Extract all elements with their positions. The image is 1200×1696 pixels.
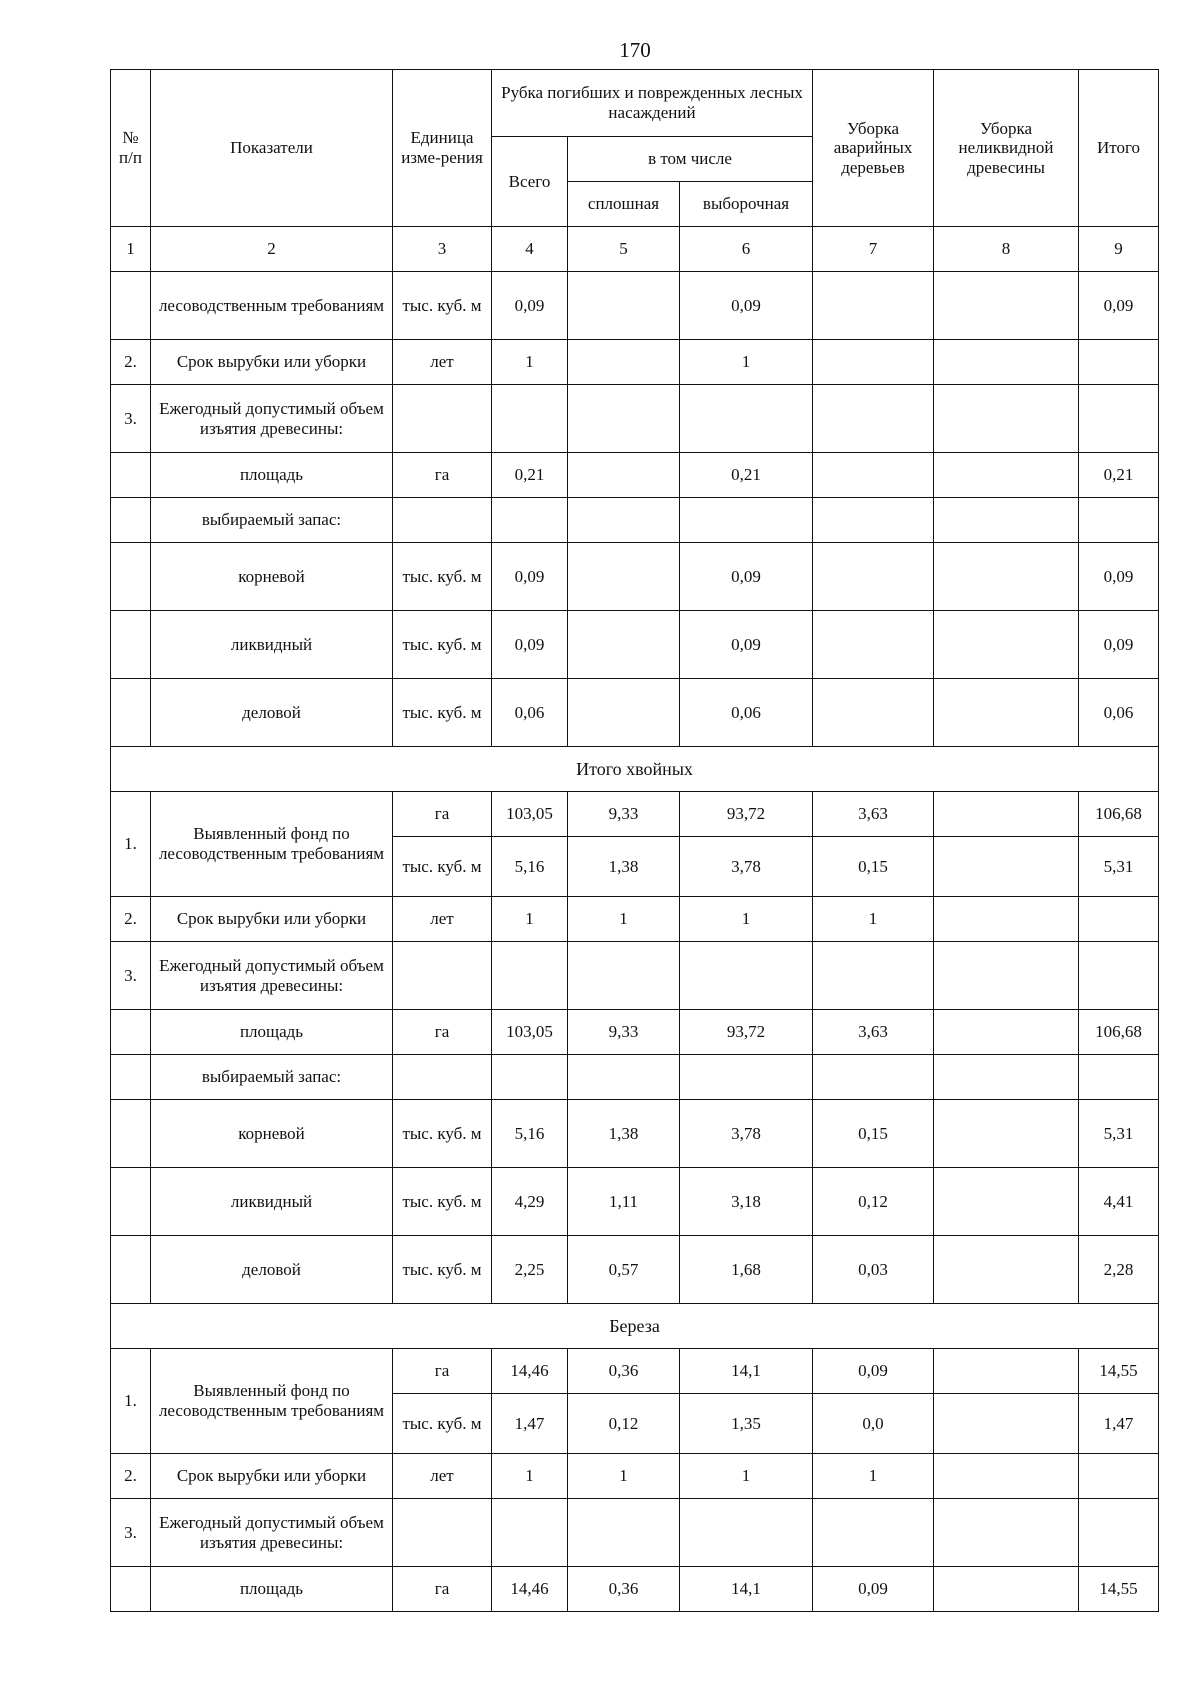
row-unit: га: [393, 792, 492, 837]
row-value: 2,28: [1079, 1236, 1159, 1304]
row-value: 1: [568, 1454, 680, 1499]
row-value: 103,05: [492, 1010, 568, 1055]
row-value: [1079, 1055, 1159, 1100]
table-row: [111, 1236, 1159, 1304]
row-value: 0,09: [1079, 611, 1159, 679]
row-number: [111, 543, 151, 611]
row-value: 0,12: [568, 1394, 680, 1454]
row-value: [934, 385, 1079, 453]
row-value: 93,72: [680, 1010, 813, 1055]
row-value: [1079, 1499, 1159, 1567]
table-row: [111, 1567, 1159, 1612]
row-value: 103,05: [492, 792, 568, 837]
row-unit: [393, 385, 492, 453]
row-value: [813, 679, 934, 747]
row-value: [492, 498, 568, 543]
column-number: 1: [111, 227, 151, 272]
row-value: 0,15: [813, 837, 934, 897]
row-value: [568, 543, 680, 611]
row-value: 1,47: [1079, 1394, 1159, 1454]
row-indicator: Выявленный фонд по лесоводственным требованиям: [151, 792, 393, 897]
row-value: [568, 340, 680, 385]
row-value: 0,09: [492, 543, 568, 611]
row-value: 0,09: [492, 611, 568, 679]
column-number: 3: [393, 227, 492, 272]
row-value: [492, 942, 568, 1010]
row-indicator: Ежегодный допустимый объем изъятия древесины:: [151, 942, 393, 1010]
row-unit: тыс. куб. м: [393, 837, 492, 897]
row-value: 4,41: [1079, 1168, 1159, 1236]
row-value: [680, 385, 813, 453]
row-value: [1079, 897, 1159, 942]
table-row: [111, 1454, 1159, 1499]
row-value: 5,16: [492, 837, 568, 897]
header-unit: Единица изме-рения: [393, 70, 492, 227]
page-number: 170: [619, 38, 651, 62]
row-indicator: выбираемый запас:: [151, 1055, 393, 1100]
row-number: 2.: [111, 897, 151, 942]
row-unit: тыс. куб. м: [393, 679, 492, 747]
row-value: 106,68: [1079, 1010, 1159, 1055]
row-value: 1,11: [568, 1168, 680, 1236]
row-unit: тыс. куб. м: [393, 611, 492, 679]
table-row: [111, 679, 1159, 747]
section-title: Береза: [111, 1304, 1159, 1349]
row-indicator: Срок вырубки или уборки: [151, 897, 393, 942]
row-value: 0,21: [492, 453, 568, 498]
row-number: [111, 1010, 151, 1055]
row-indicator: Ежегодный допустимый объем изъятия древесины:: [151, 1499, 393, 1567]
row-value: [934, 1055, 1079, 1100]
column-number: 6: [680, 227, 813, 272]
table-row: [111, 792, 1159, 837]
column-number: 9: [1079, 227, 1159, 272]
row-value: [1079, 340, 1159, 385]
header-total-cut: Всего: [492, 137, 568, 227]
header-emergency-trees: Уборка аварийных деревьев: [813, 70, 934, 227]
header-group-cutting: Рубка погибших и поврежденных лесных насаждений: [492, 70, 813, 137]
row-number: [111, 611, 151, 679]
row-value: [934, 498, 1079, 543]
table-row: [111, 385, 1159, 453]
column-number: 7: [813, 227, 934, 272]
header-group-including: в том числе: [568, 137, 813, 182]
row-value: [934, 340, 1079, 385]
row-value: 14,1: [680, 1567, 813, 1612]
row-value: [492, 1055, 568, 1100]
row-value: 0,36: [568, 1567, 680, 1612]
column-number: 2: [151, 227, 393, 272]
row-value: [934, 1394, 1079, 1454]
row-value: 3,78: [680, 837, 813, 897]
row-value: 0,36: [568, 1349, 680, 1394]
row-value: 0,09: [1079, 272, 1159, 340]
row-value: [1079, 1454, 1159, 1499]
section-row: [111, 747, 1159, 792]
row-value: [1079, 942, 1159, 1010]
row-number: [111, 1055, 151, 1100]
row-value: [934, 679, 1079, 747]
column-number: 4: [492, 227, 568, 272]
row-value: 3,63: [813, 1010, 934, 1055]
table-row: [111, 1100, 1159, 1168]
row-value: [813, 498, 934, 543]
row-number: [111, 1236, 151, 1304]
row-value: [568, 1055, 680, 1100]
row-value: [934, 1567, 1079, 1612]
row-value: 5,31: [1079, 1100, 1159, 1168]
header-clear-cut: сплошная: [568, 182, 680, 227]
header-indicators: Показатели: [151, 70, 393, 227]
row-value: 3,18: [680, 1168, 813, 1236]
table-row: [111, 498, 1159, 543]
row-unit: тыс. куб. м: [393, 272, 492, 340]
row-value: [934, 1168, 1079, 1236]
row-indicator: лесоводственным требованиям: [151, 272, 393, 340]
row-value: 4,29: [492, 1168, 568, 1236]
row-value: 3,78: [680, 1100, 813, 1168]
row-unit: га: [393, 1567, 492, 1612]
row-number: [111, 272, 151, 340]
row-value: 5,16: [492, 1100, 568, 1168]
row-value: [813, 1499, 934, 1567]
row-unit: тыс. куб. м: [393, 1236, 492, 1304]
row-unit: га: [393, 1010, 492, 1055]
row-value: [813, 340, 934, 385]
row-value: 0,03: [813, 1236, 934, 1304]
row-value: 9,33: [568, 792, 680, 837]
row-indicator: Срок вырубки или уборки: [151, 340, 393, 385]
row-value: 3,63: [813, 792, 934, 837]
row-value: 0,06: [1079, 679, 1159, 747]
forest-cutting-table: [110, 69, 1159, 1612]
row-indicator: площадь: [151, 453, 393, 498]
row-number: 3.: [111, 942, 151, 1010]
row-unit: га: [393, 1349, 492, 1394]
row-value: 1: [492, 1454, 568, 1499]
row-value: 106,68: [1079, 792, 1159, 837]
row-number: [111, 1168, 151, 1236]
row-value: 14,1: [680, 1349, 813, 1394]
row-value: [934, 1236, 1079, 1304]
row-indicator: ликвидный: [151, 1168, 393, 1236]
row-value: [934, 611, 1079, 679]
row-value: [568, 453, 680, 498]
row-value: 0,06: [680, 679, 813, 747]
row-unit: лет: [393, 897, 492, 942]
row-unit: [393, 498, 492, 543]
row-value: 1: [492, 340, 568, 385]
row-unit: [393, 1499, 492, 1567]
row-value: 1,68: [680, 1236, 813, 1304]
row-value: [813, 611, 934, 679]
header-selective-cut: выборочная: [680, 182, 813, 227]
row-value: [934, 837, 1079, 897]
row-value: 0,09: [680, 543, 813, 611]
row-number: 2.: [111, 340, 151, 385]
row-value: 0,09: [680, 272, 813, 340]
table-row: [111, 942, 1159, 1010]
row-value: [813, 385, 934, 453]
row-value: 5,31: [1079, 837, 1159, 897]
row-value: 0,0: [813, 1394, 934, 1454]
row-value: 1,47: [492, 1394, 568, 1454]
row-number: 1.: [111, 1349, 151, 1454]
row-value: 1: [680, 897, 813, 942]
table-row: [111, 543, 1159, 611]
row-value: 9,33: [568, 1010, 680, 1055]
row-value: [934, 543, 1079, 611]
row-value: 1,35: [680, 1394, 813, 1454]
column-number-row: [111, 227, 1159, 272]
row-unit: га: [393, 453, 492, 498]
row-value: [934, 1010, 1079, 1055]
row-value: 0,21: [680, 453, 813, 498]
header-itogo: Итого: [1079, 70, 1159, 227]
row-value: 1: [680, 1454, 813, 1499]
row-unit: тыс. куб. м: [393, 1394, 492, 1454]
table-row: [111, 897, 1159, 942]
row-number: [111, 498, 151, 543]
table-row: [111, 1010, 1159, 1055]
row-value: [813, 1055, 934, 1100]
row-value: [813, 453, 934, 498]
row-value: 1,38: [568, 837, 680, 897]
table-row: [111, 340, 1159, 385]
row-number: 1.: [111, 792, 151, 897]
row-value: 14,55: [1079, 1567, 1159, 1612]
row-value: [934, 897, 1079, 942]
row-unit: [393, 1055, 492, 1100]
section-title: Итого хвойных: [111, 747, 1159, 792]
row-value: 0,12: [813, 1168, 934, 1236]
row-value: [934, 942, 1079, 1010]
row-indicator: Выявленный фонд по лесоводственным требованиям: [151, 1349, 393, 1454]
row-indicator: площадь: [151, 1010, 393, 1055]
row-value: [1079, 498, 1159, 543]
table-row: [111, 453, 1159, 498]
row-value: [934, 272, 1079, 340]
row-value: 14,46: [492, 1567, 568, 1612]
table-header: [111, 70, 1159, 272]
row-unit: лет: [393, 1454, 492, 1499]
table-row: [111, 1349, 1159, 1394]
header-illiquid-wood: Уборка неликвидной древесины: [934, 70, 1079, 227]
row-value: 0,09: [813, 1349, 934, 1394]
row-value: 1,38: [568, 1100, 680, 1168]
row-number: 3.: [111, 385, 151, 453]
row-value: [1079, 385, 1159, 453]
section-row: [111, 1304, 1159, 1349]
row-value: [813, 942, 934, 1010]
row-number: [111, 679, 151, 747]
row-value: 0,09: [680, 611, 813, 679]
row-number: [111, 1567, 151, 1612]
table-row: [111, 1499, 1159, 1567]
row-value: 0,57: [568, 1236, 680, 1304]
row-value: 2,25: [492, 1236, 568, 1304]
row-indicator: корневой: [151, 543, 393, 611]
row-indicator: ликвидный: [151, 611, 393, 679]
row-number: [111, 1100, 151, 1168]
table-row: [111, 611, 1159, 679]
row-value: 1: [813, 897, 934, 942]
row-indicator: деловой: [151, 1236, 393, 1304]
row-indicator: Срок вырубки или уборки: [151, 1454, 393, 1499]
column-number: 5: [568, 227, 680, 272]
row-value: [680, 1499, 813, 1567]
row-value: [680, 942, 813, 1010]
row-value: [934, 1100, 1079, 1168]
row-value: [813, 272, 934, 340]
row-unit: лет: [393, 340, 492, 385]
row-value: 0,06: [492, 679, 568, 747]
row-indicator: деловой: [151, 679, 393, 747]
row-indicator: площадь: [151, 1567, 393, 1612]
row-value: 14,46: [492, 1349, 568, 1394]
column-number: 8: [934, 227, 1079, 272]
table-row: [111, 1168, 1159, 1236]
row-value: [568, 1499, 680, 1567]
row-value: [568, 385, 680, 453]
row-indicator: Ежегодный допустимый объем изъятия древесины:: [151, 385, 393, 453]
row-value: [813, 543, 934, 611]
row-value: 1: [813, 1454, 934, 1499]
row-value: [680, 498, 813, 543]
row-value: [568, 942, 680, 1010]
row-value: [492, 1499, 568, 1567]
row-unit: тыс. куб. м: [393, 1168, 492, 1236]
row-number: [111, 453, 151, 498]
row-indicator: выбираемый запас:: [151, 498, 393, 543]
row-value: [934, 792, 1079, 837]
table-row: [111, 272, 1159, 340]
row-value: [568, 679, 680, 747]
row-value: 1: [492, 897, 568, 942]
row-value: 0,15: [813, 1100, 934, 1168]
row-value: [934, 453, 1079, 498]
table-body: [111, 272, 1159, 1612]
row-unit: тыс. куб. м: [393, 1100, 492, 1168]
row-indicator: корневой: [151, 1100, 393, 1168]
table-row: [111, 1055, 1159, 1100]
row-unit: [393, 942, 492, 1010]
row-number: 3.: [111, 1499, 151, 1567]
row-value: 93,72: [680, 792, 813, 837]
row-value: [568, 272, 680, 340]
row-value: 0,09: [813, 1567, 934, 1612]
row-value: [568, 611, 680, 679]
row-value: [934, 1454, 1079, 1499]
row-value: [680, 1055, 813, 1100]
row-value: [568, 498, 680, 543]
row-value: 0,09: [492, 272, 568, 340]
row-number: 2.: [111, 1454, 151, 1499]
header-num: № п/п: [111, 70, 151, 227]
row-value: 1: [680, 340, 813, 385]
row-value: 14,55: [1079, 1349, 1159, 1394]
row-value: 0,21: [1079, 453, 1159, 498]
row-value: [934, 1349, 1079, 1394]
row-value: [492, 385, 568, 453]
row-unit: тыс. куб. м: [393, 543, 492, 611]
row-value: [934, 1499, 1079, 1567]
row-value: 0,09: [1079, 543, 1159, 611]
row-value: 1: [568, 897, 680, 942]
